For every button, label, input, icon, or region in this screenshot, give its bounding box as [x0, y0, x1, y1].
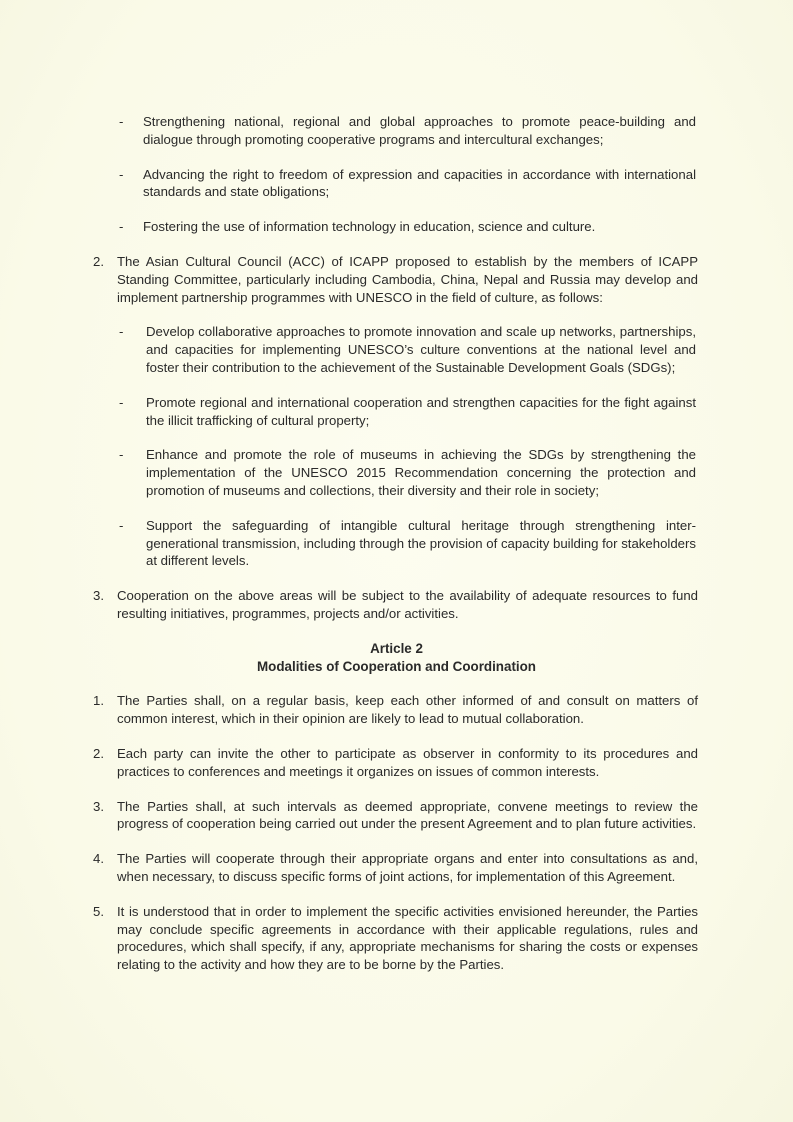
intro-bullet: [119, 218, 696, 236]
bullet-marker: -: [119, 324, 124, 340]
intro-bullet: [119, 113, 696, 149]
bullet-marker: -: [119, 219, 124, 235]
paragraph-text: The Parties will cooperate through their appropriate organs and enter into consultations as and, when necessary, to discuss specific forms of joint actions, for implementation of this Agreement.: [117, 851, 698, 884]
numbered-paragraph: [93, 850, 698, 886]
item-number: 3.: [93, 588, 104, 604]
bullet-marker: -: [119, 114, 124, 129]
article-subtitle: Modalities of Cooperation and Coordination: [257, 658, 536, 674]
bullet-marker: -: [119, 394, 124, 410]
item-number: 1.: [93, 693, 104, 709]
paragraph-text: The Parties shall, at such intervals as deemed appropriate, convene meetings to review the progress of cooperation being carried out under the present Agreement and to plan future activities.: [117, 798, 698, 832]
paragraph-text: Each party can invite the other to participate as observer in conformity to its procedures and practices to conferences and meetings it organizes on issues of common interests.: [117, 745, 698, 779]
item-number: 2.: [93, 253, 104, 269]
paragraph-text: It is understood that in order to implement the specific activities envisioned hereunder, the Parties may conclude specific agreements in accordance with their applicable regulations, rules and procedures, which shall specify, if any, appropriate mechanisms for sharing the costs or expenses relating to the activity and how they are to be borne by the Parties.: [117, 903, 698, 973]
paragraph-text: Cooperation on the above areas will be subject to the availability of adequate resources to fund resulting initiatives, programmes, projects and/or activities.: [117, 588, 698, 621]
sub-bullet: [119, 517, 696, 570]
numbered-paragraph: [93, 692, 698, 728]
numbered-paragraph: [93, 903, 698, 974]
item-number: 5.: [93, 903, 104, 919]
sub-bullet: [119, 446, 696, 499]
item-number: 3.: [93, 798, 104, 814]
numbered-paragraph: [93, 587, 698, 623]
bullet-marker: -: [119, 517, 124, 533]
intro-bullet: [119, 166, 696, 202]
numbered-paragraph: [93, 253, 698, 306]
bullet-text: Strengthening national, regional and global approaches to promote peace-building and dialogue through promoting cooperative programs and intercultural exchanges;: [143, 114, 696, 147]
paragraph-text: The Parties shall, on a regular basis, keep each other informed of and consult on matters of common interest, which in their opinion are likely to lead to mutual collaboration.: [117, 693, 698, 727]
bullet-text: Develop collaborative approaches to promote innovation and scale up networks, partnerships, and capacities for implementing UNESCO’s culture conventions at the national level and foster their contribution to the achievement of the Sustainable Development Goals (SDGs);: [146, 324, 696, 375]
numbered-paragraph: [93, 745, 698, 781]
bullet-text: Support the safeguarding of intangible cultural heritage through strengthening inter-generational transmission, including through the provision of capacity building for stakeholders at different levels.: [146, 517, 696, 569]
bullet-marker: -: [119, 447, 124, 463]
item-number: 4.: [93, 851, 104, 867]
article-title: Article 2: [370, 640, 423, 656]
bullet-marker: -: [119, 166, 124, 182]
paragraph-text: The Asian Cultural Council (ACC) of ICAPP proposed to establish by the members of ICAPP Standing Committee, particularly including Cambodia, China, Nepal and Russia may develop and implement partnership programmes with UNESCO in the field of culture, as follows:: [117, 253, 698, 305]
sub-bullet: [119, 323, 696, 376]
bullet-text: Enhance and promote the role of museums in achieving the SDGs by strengthening the implementation of the UNESCO 2015 Recommendation concerning the protection and promotion of museums and collections, their diversity and their role in society;: [146, 447, 696, 498]
bullet-text: Advancing the right to freedom of expression and capacities in accordance with international standards and state obligations;: [143, 166, 696, 200]
bullet-text: Fostering the use of information technology in education, science and culture.: [143, 219, 596, 235]
bullet-text: Promote regional and international cooperation and strengthen capacities for the fight against the illicit trafficking of cultural property;: [146, 394, 696, 428]
item-number: 2.: [93, 745, 104, 761]
sub-bullet: [119, 394, 696, 430]
numbered-paragraph: [93, 798, 698, 834]
